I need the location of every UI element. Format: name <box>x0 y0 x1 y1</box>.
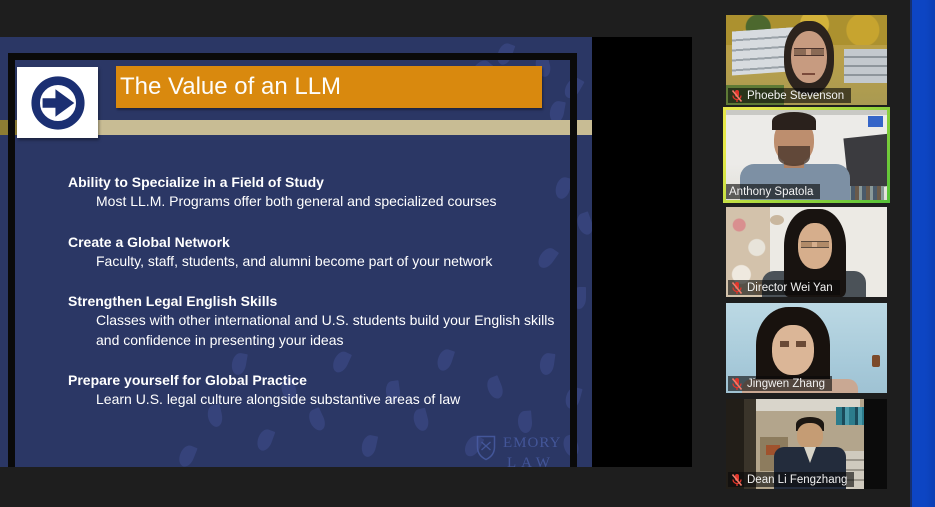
participant-name: Dean Li Fengzhang <box>747 473 848 486</box>
wall-sign <box>868 116 883 127</box>
emory-text-line1: EMORY <box>503 435 562 451</box>
muted-mic-icon <box>731 281 743 295</box>
section-line: Faculty, staff, students, and alumni become part of your network <box>96 252 493 269</box>
slide-section <box>68 292 578 350</box>
participant-tile-director-wei-yan[interactable] <box>726 207 887 297</box>
muted-mic-icon <box>731 473 743 487</box>
participant-tile-anthony-spatola-active-speaker[interactable] <box>723 107 890 203</box>
avatar-eyes <box>780 341 806 347</box>
participant-tile-phoebe-stevenson[interactable] <box>726 15 887 105</box>
slide-section <box>68 233 578 272</box>
slide-section <box>68 371 578 410</box>
section-heading: Strengthen Legal English Skills <box>68 293 278 309</box>
video-black-bar <box>864 399 887 489</box>
monitor-background <box>843 134 890 190</box>
section-line: and confidence in presenting your ideas <box>96 331 344 348</box>
avatar-face <box>797 423 823 449</box>
bookshelf-background <box>844 186 884 200</box>
section-line: Most LL.M. Programs offer both general and specialized courses <box>96 193 497 209</box>
slide-logo-box <box>17 67 98 138</box>
slide-section <box>68 173 578 212</box>
slide-body <box>68 173 578 431</box>
participant-name: Director Wei Yan <box>747 281 833 294</box>
door-handle-background <box>872 355 880 367</box>
slide-title: The Value of an LLM <box>120 73 342 100</box>
shelf-items-background <box>836 407 864 425</box>
section-heading: Ability to Specialize in a Field of Study <box>68 174 324 190</box>
participant-name: Phoebe Stevenson <box>747 89 845 102</box>
participant-name-badge <box>726 184 820 199</box>
emory-law-logo <box>476 435 561 467</box>
emory-shield-icon <box>476 435 496 461</box>
avatar-glasses <box>794 48 824 56</box>
section-line: Classes with other international and U.S. students build your English skills <box>96 312 555 328</box>
section-heading: Prepare yourself for Global Practice <box>68 372 307 388</box>
avatar-face <box>772 325 814 375</box>
avatar-hair <box>772 112 816 130</box>
participant-name-badge <box>728 472 854 487</box>
screenshare-viewport <box>0 37 692 467</box>
avatar-beard <box>778 146 810 166</box>
muted-mic-icon <box>731 377 743 391</box>
participant-name-badge <box>728 88 851 103</box>
participant-name-badge <box>728 376 832 391</box>
participant-name: Anthony Spatola <box>729 185 814 198</box>
avatar-glasses <box>801 241 829 248</box>
emory-text-line2: LAW <box>507 455 555 467</box>
participant-name: Jingwen Zhang <box>747 377 825 390</box>
slide-title-bar <box>116 66 542 108</box>
participant-tile-jingwen-zhang[interactable] <box>726 303 887 393</box>
participant-name-badge <box>728 280 840 295</box>
section-heading: Create a Global Network <box>68 233 230 250</box>
avatar-face <box>791 31 827 83</box>
participant-tile-dean-li-fengzhang[interactable] <box>726 399 887 489</box>
avatar-mouth <box>802 73 815 75</box>
presentation-slide <box>0 37 592 467</box>
desktop-wallpaper-strip <box>910 0 935 507</box>
building-background <box>844 49 887 83</box>
circle-arrow-right-icon <box>27 73 89 133</box>
section-line: Learn U.S. legal culture alongside substantive areas of law <box>96 391 461 407</box>
emory-wordmark <box>503 435 561 467</box>
mural-background <box>770 215 784 225</box>
muted-mic-icon <box>731 89 743 103</box>
